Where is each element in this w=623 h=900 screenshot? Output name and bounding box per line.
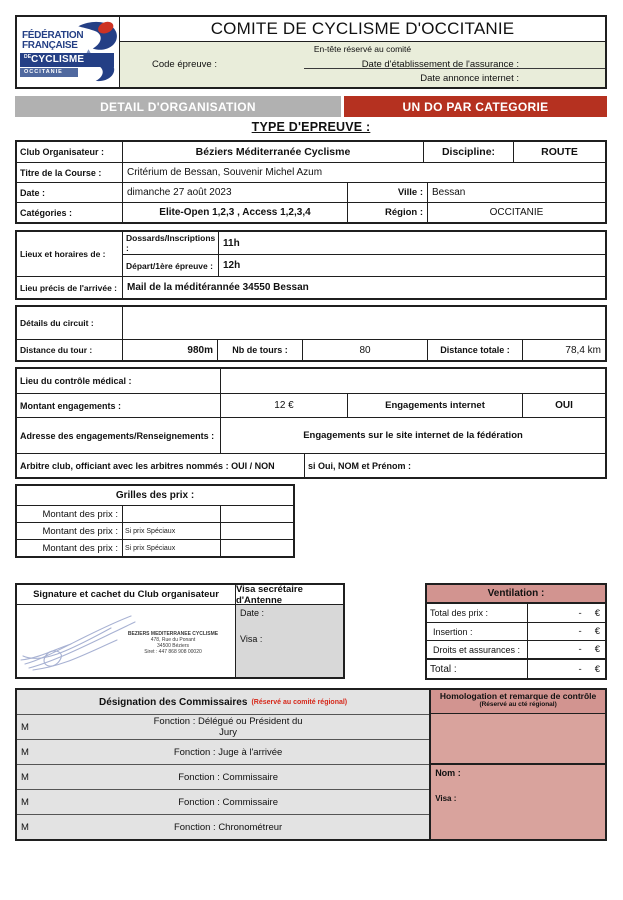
engagements-table: [15, 367, 607, 479]
montant-engagements-value: 12 €: [220, 394, 347, 417]
commissaire-m-label: M: [21, 821, 29, 833]
course-table: [15, 140, 607, 224]
engagements-internet-value: OUI: [522, 394, 605, 417]
insertion-label: Insertion :: [433, 626, 473, 637]
logo-cyclisme-band: DE CYCLISME: [20, 53, 114, 67]
depart-label: Départ/1ère épreuve :: [126, 260, 213, 271]
internet-date-label: Date annonce internet :: [304, 68, 605, 87]
circuit-table: [15, 305, 607, 362]
homologation-title: Homologation et remarque de contrôle: [439, 691, 597, 701]
signature-field: [17, 605, 235, 677]
montant-prix-label: Montant des prix :: [42, 525, 118, 537]
discipline-label: Discipline:: [423, 142, 513, 162]
form-page: [15, 15, 607, 841]
signature-header: Signature et cachet du Club organisateur: [33, 589, 219, 600]
club-organisateur-value: Béziers Méditerranée Cyclisme: [122, 142, 423, 162]
details-circuit-field: [122, 307, 605, 339]
visa-antenne-field: [235, 605, 343, 677]
depart-value: 12h: [218, 255, 605, 276]
entete-note: En-tête réservé au comité: [313, 44, 412, 54]
commissaire-m-label: M: [21, 796, 29, 808]
horaires-table: [15, 230, 607, 300]
homologation-remarks-field: [431, 714, 605, 765]
prix-note: Si prix Spéciaux: [122, 540, 220, 556]
date-value: dimanche 27 août 2023: [122, 183, 347, 202]
controle-medical-field: [220, 369, 605, 393]
prix-note: [122, 506, 220, 522]
insertion-value: - €: [527, 623, 605, 640]
droits-assurances-label: Droits et assurances :: [433, 644, 521, 655]
commissaire-fonction: Fonction : Délégué ou Président du Jury: [153, 716, 303, 738]
commissaire-fonction: Fonction : Chronométreur: [173, 821, 283, 833]
ventilation-total-label: Total :: [430, 663, 457, 675]
commissaire-fonction: Fonction : Commissaire: [178, 771, 278, 783]
comite-reserved-area: [120, 42, 605, 87]
commissaire-m-label: M: [21, 771, 29, 783]
comite-title: COMITE DE CYCLISME D'OCCITANIE: [120, 17, 605, 42]
homologation-visa-label: Visa :: [435, 794, 457, 803]
commissaires-note: (Réservé au comité régional): [251, 698, 348, 706]
ville-value: Bessan: [427, 183, 605, 202]
detail-organisation-bar: DETAIL D'ORGANISATION: [15, 96, 341, 117]
visa-visa-label: Visa :: [240, 634, 263, 644]
details-circuit-label: Détails du circuit :: [20, 318, 94, 328]
montant-prix-label: Montant des prix :: [42, 542, 118, 554]
montant-engagements-label: Montant engagements :: [20, 400, 122, 411]
ventilation-total-value: - €: [527, 660, 605, 678]
adresse-engagements-label: Adresse des engagements/Renseignements :: [20, 430, 215, 441]
nb-tours-value: 80: [302, 340, 427, 360]
commissaire-row: [17, 789, 429, 814]
signature-table: [15, 583, 345, 679]
distance-tour-value: 980m: [122, 340, 217, 360]
distance-totale-label: Distance totale :: [427, 340, 522, 360]
commissaire-row: [17, 814, 429, 839]
ffc-occitanie-logo: [17, 17, 120, 87]
prix-value-field: [220, 506, 293, 522]
engagements-internet-label: Engagements internet: [347, 394, 522, 417]
logo-federation-text: FÉDÉRATION FRANÇAISE: [22, 30, 84, 51]
region-value: OCCITANIE: [427, 203, 605, 222]
commissaires-table: [15, 688, 607, 841]
prix-value-field: [220, 540, 293, 556]
region-label: Région :: [347, 203, 427, 222]
grilles-prix-table: [15, 484, 295, 558]
montant-prix-label: Montant des prix :: [42, 508, 118, 520]
arbitre-nom-label: si Oui, NOM et Prénom :: [304, 454, 605, 477]
distance-tour-label: Distance du tour :: [20, 345, 93, 355]
titre-course-value: Critérium de Bessan, Souvenir Michel Azum: [122, 163, 605, 182]
distance-totale-value: 78,4 km: [522, 340, 605, 360]
visa-antenne-header: Visa secrétaire d'Antenne: [235, 585, 343, 604]
commissaire-row: [17, 714, 429, 739]
dossards-value: 11h: [218, 232, 605, 254]
arbitre-club-label: Arbitre club, officiant avec les arbitres nommés : OUI / NON: [20, 460, 275, 471]
lieux-horaires-label: Lieux et horaires de :: [20, 249, 106, 259]
homologation-note: (Réservé au cté régional): [479, 701, 557, 708]
titre-course-label: Titre de la Course :: [20, 167, 102, 178]
total-des-prix-label: Total des prix :: [430, 608, 489, 618]
ventilation-title: Ventilation :: [427, 585, 605, 604]
un-do-par-categorie-bar: UN DO PAR CATEGORIE: [344, 96, 607, 117]
categories-value: Elite-Open 1,2,3 , Access 1,2,3,4: [122, 203, 347, 222]
dossards-label: Dossards/Inscriptions :: [126, 233, 216, 253]
prix-note: Si prix Spéciaux: [122, 523, 220, 539]
club-stamp: BEZIERS MEDITERRANEE CYCLISME 478, Rue du Ponant 34500 Béziers Siret : 447 868 908 00020: [127, 631, 219, 655]
visa-date-label: Date :: [240, 608, 265, 618]
controle-medical-label: Lieu du contrôle médical :: [20, 376, 132, 386]
total-des-prix-value: - €: [527, 604, 605, 622]
arrivee-label: Lieu précis de l'arrivée :: [20, 282, 117, 293]
prix-value-field: [220, 523, 293, 539]
commissaires-title: Désignation des Commissaires: [99, 696, 248, 708]
arrivee-value: Mail de la méditérannée 34550 Bessan: [122, 277, 605, 298]
club-organisateur-label: Club Organisateur :: [20, 147, 105, 157]
code-epreuve-label: Code épreuve :: [152, 59, 217, 70]
adresse-engagements-value: Engagements sur le site internet de la fédération: [220, 418, 605, 453]
grilles-prix-title: Grilles des prix :: [115, 490, 195, 501]
commissaire-fonction: Fonction : Commissaire: [178, 796, 278, 808]
nb-tours-label: Nb de tours :: [217, 340, 302, 360]
droits-assurances-value: - €: [527, 641, 605, 658]
date-label: Date :: [20, 187, 46, 198]
commissaire-m-label: M: [21, 721, 29, 733]
commissaire-row: [17, 764, 429, 789]
discipline-value: ROUTE: [513, 142, 605, 162]
header-box: [15, 15, 607, 89]
ventilation-table: [425, 583, 607, 680]
commissaire-row: [17, 739, 429, 764]
logo-occitanie-band: OCCITANIE: [20, 68, 78, 77]
commissaire-m-label: M: [21, 746, 29, 758]
homologation-nom-label: Nom :: [435, 768, 461, 778]
type-epreuve-title: TYPE D'EPREUVE :: [251, 120, 371, 134]
homologation-panel: [429, 690, 605, 839]
commissaire-fonction: Fonction : Juge à l'arrivée: [173, 746, 283, 758]
categories-label: Catégories :: [20, 207, 73, 218]
ville-label: Ville :: [347, 183, 427, 202]
assurance-date-label: Date d'établissement de l'assurance :: [361, 59, 519, 70]
